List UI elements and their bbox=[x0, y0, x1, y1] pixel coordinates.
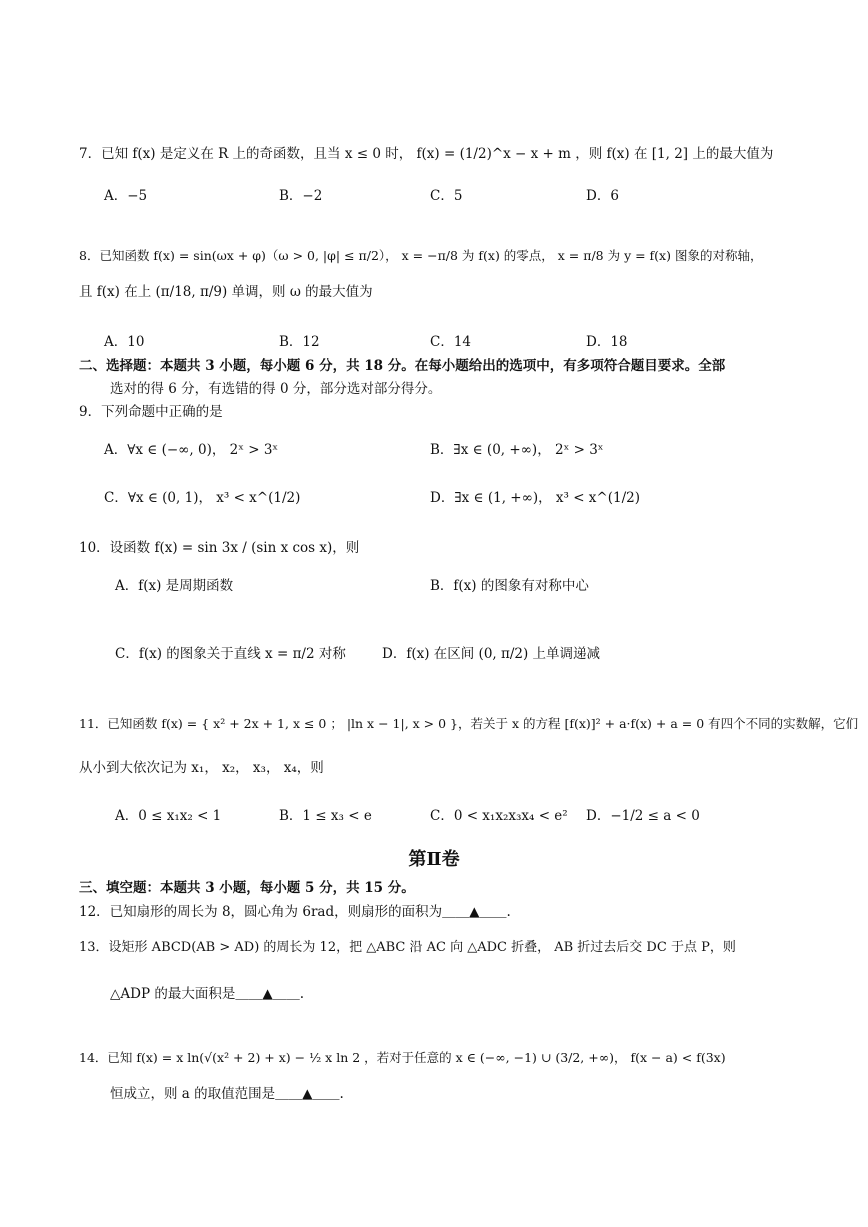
part2-title: 第Ⅱ卷 bbox=[408, 849, 460, 870]
q8-option-d: D．18 bbox=[586, 334, 628, 350]
q11-option-c: C．0 < x₁x₂x₃x₄ < e² bbox=[430, 808, 568, 824]
q8-option-a: A．10 bbox=[104, 334, 145, 350]
q11-option-a: A．0 ≤ x₁x₂ < 1 bbox=[115, 808, 222, 824]
q13-stem-line2: △ADP 的最大面积是＿＿▲＿＿. bbox=[110, 986, 305, 1002]
q7-stem: 7．已知 f(x) 是定义在 R 上的奇函数，且当 x ≤ 0 时， f(x) = (1/2)^x − x + m ，则 f(x) 在 [1, 2] 上的最大值为 bbox=[79, 146, 774, 162]
q11-stem-line1: 11．已知函数 f(x) = { x² + 2x + 1, x ≤ 0 ； |ln x − 1|, x > 0 }，若关于 x 的方程 [f(x)]² + a·f(x) + a = 0 有四个不同的实数解，它们 bbox=[79, 716, 859, 731]
q8-stem-line1: 8．已知函数 f(x) = sin(ωx + φ)（ω > 0, |φ| ≤ π/2）， x = −π/8 为 f(x) 的零点， x = π/8 为 y = f(x) 图象的对称轴， bbox=[79, 248, 763, 263]
q9-option-b: B．∃x ∈ (0, +∞)， 2ˣ > 3ˣ bbox=[430, 442, 604, 458]
q7-option-b: B．−2 bbox=[279, 188, 323, 204]
q10-option-b: B．f(x) 的图象有对称中心 bbox=[430, 578, 589, 594]
q10-stem: 10．设函数 f(x) = sin 3x / (sin x cos x)，则 bbox=[79, 540, 360, 556]
q7-option-d: D．6 bbox=[586, 188, 619, 204]
q7-option-a: A．−5 bbox=[104, 188, 148, 204]
q13-stem-line1: 13．设矩形 ABCD(AB > AD) 的周长为 12，把 △ABC 沿 AC 向 △ADC 折叠， AB 折过去后交 DC 于点 P，则 bbox=[79, 940, 736, 955]
q11-option-d: D．−1/2 ≤ a < 0 bbox=[586, 808, 700, 824]
q10-option-d: D．f(x) 在区间 (0, π/2) 上单调递减 bbox=[382, 646, 601, 662]
q8-option-b: B．12 bbox=[279, 334, 320, 350]
q8-stem-line2: 且 f(x) 在上 (π/18, π/9) 单调，则 ω 的最大值为 bbox=[79, 284, 373, 300]
q7-option-c: C．5 bbox=[430, 188, 463, 204]
q14-stem-line1: 14．已知 f(x) = x ln(√(x² + 2) + x) − ½ x ln 2 ，若对于任意的 x ∈ (−∞, −1) ∪ (3/2, +∞)， f(x − a) < f(3x) bbox=[79, 1050, 726, 1065]
q8-option-c: C．14 bbox=[430, 334, 472, 350]
q11-stem-line2: 从小到大依次记为 x₁， x₂， x₃， x₄，则 bbox=[79, 760, 324, 776]
q10-option-c: C．f(x) 的图象关于直线 x = π/2 对称 bbox=[115, 646, 346, 662]
q9-option-c: C．∀x ∈ (0, 1)， x³ < x^(1/2) bbox=[104, 490, 301, 506]
section3-heading: 三、填空题：本题共 3 小题，每小题 5 分，共 15 分。 bbox=[79, 880, 415, 896]
q9-option-a: A．∀x ∈ (−∞, 0)， 2ˣ > 3ˣ bbox=[104, 442, 279, 458]
q9-stem: 9．下列命题中正确的是 bbox=[79, 404, 223, 420]
q10-option-a: A．f(x) 是周期函数 bbox=[115, 578, 234, 594]
section2-heading: 二、选择题：本题共 3 小题，每小题 6 分，共 18 分。在每小题给出的选项中，有多项符合题目要求。全部 bbox=[79, 358, 726, 374]
q12-stem: 12．已知扇形的周长为 8，圆心角为 6rad，则扇形的面积为＿＿▲＿＿. bbox=[79, 904, 511, 920]
q11-option-b: B．1 ≤ x₃ < e bbox=[279, 808, 372, 824]
q14-stem-line2: 恒成立，则 a 的取值范围是＿＿▲＿＿. bbox=[110, 1086, 344, 1102]
q9-option-d: D．∃x ∈ (1, +∞)， x³ < x^(1/2) bbox=[430, 490, 640, 506]
section2-rules: 选对的得 6 分，有选错的得 0 分，部分选对部分得分。 bbox=[110, 381, 442, 397]
